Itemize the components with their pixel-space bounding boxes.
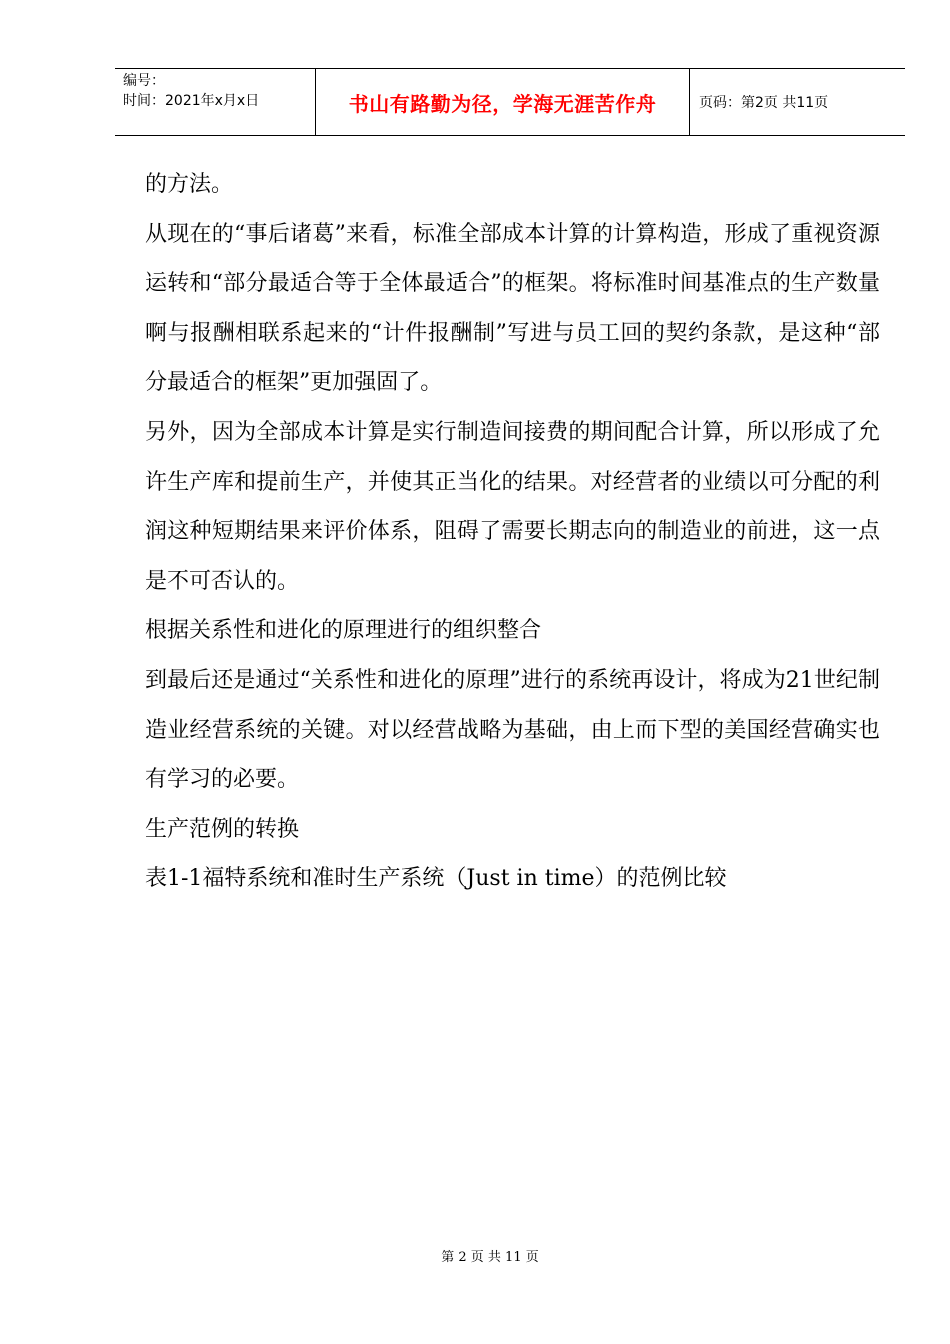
table-caption: 表1-1福特系统和准时生产系统（Just in time）的范例比较 (145, 866, 727, 892)
page-footer: 第 2 页 共 11 页 (441, 1250, 539, 1265)
page-header (115, 68, 905, 136)
date-label: 时间：2021年x月x日 (123, 93, 260, 109)
paragraph: 另外，因为全部成本计算是实行制造间接费的期间配合计算，所以形成了允许生产库和提前生产，并使其正当化的结果。对经营者的业绩以可分配的利润这种短期结果来评价体系，阻碍了需要长期志向的制造业的前进，这一点是不可否认的。 (145, 419, 880, 594)
paragraph: 从现在的“事后诸葛”来看，标准全部成本计算的计算构造，形成了重视资源运转和“部分最适合等于全体最适合”的框架。将标准时间基准点的生产数量啊与报酬相联系起来的“计件报酬制”写进与员工回的契约条款，是这种“部分最适合的框架”更加强固了。 (145, 221, 880, 396)
section-heading: 生产范例的转换 (145, 816, 300, 842)
doc-number-label: 编号： (123, 73, 165, 89)
paragraph: 到最后还是通过“关系性和进化的原理”进行的系统再设计，将成为21世纪制造业经营系统的关键。对以经营战略为基础，由上而下型的美国经营确实也有学习的必要。 (145, 667, 880, 793)
paragraph: 的方法。 (145, 172, 234, 197)
header-page-info: 页码：第2页 共11页 (699, 95, 829, 111)
header-motto: 书山有路勤为径，学海无涯苦作舟 (316, 69, 690, 135)
section-heading: 根据关系性和进化的原理进行的组织整合 (145, 618, 542, 644)
header-meta-cell (115, 69, 316, 135)
document-body (145, 160, 880, 904)
